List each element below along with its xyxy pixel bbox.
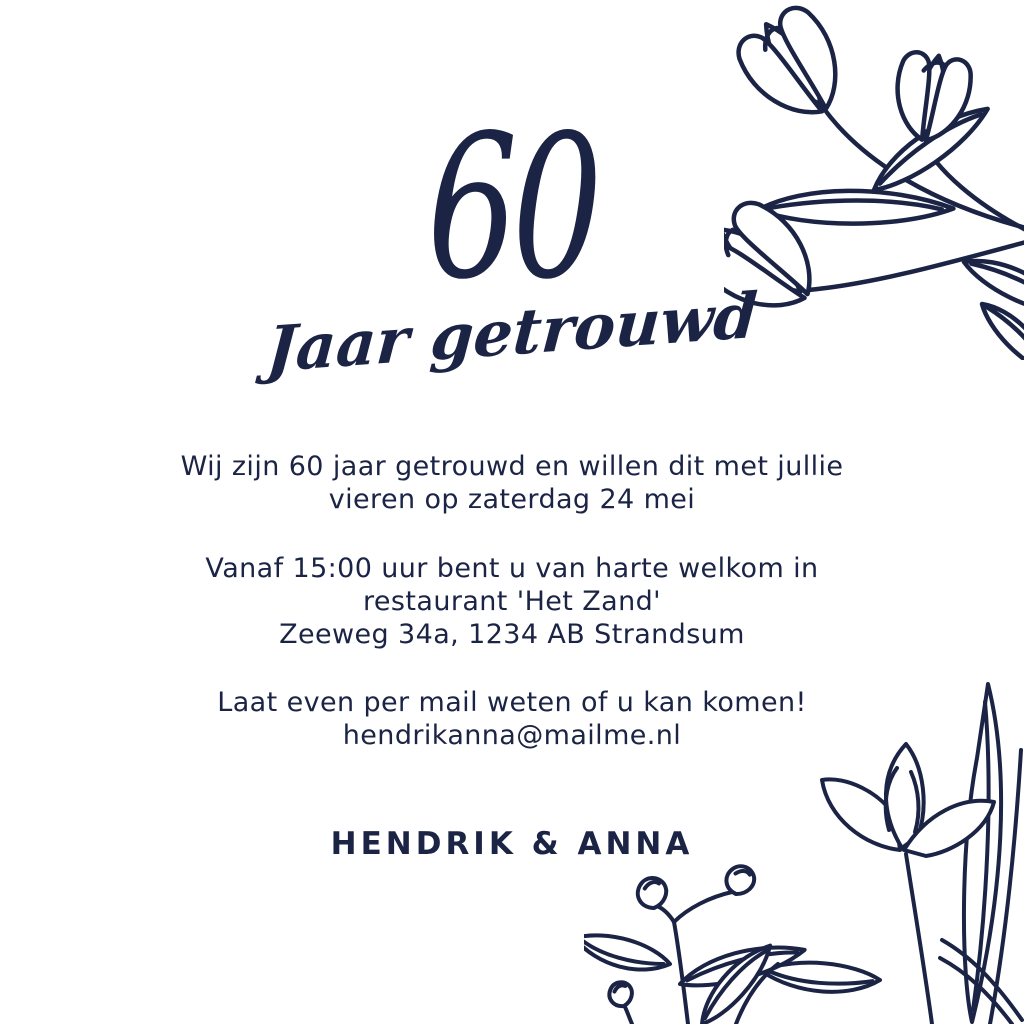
couple-names: HENDRIK & ANNA	[330, 826, 694, 862]
rsvp-line-1: Laat even per mail weten of u kan komen!	[217, 687, 807, 718]
anniversary-number: 60	[427, 92, 597, 323]
intro-line-1: Wij zijn 60 jaar getrouwd en willen dit met jullie	[180, 451, 844, 482]
details-line-2: restaurant 'Het Zand'	[363, 586, 661, 617]
rsvp-email: hendrikanna@mailme.nl	[342, 720, 682, 751]
details-line-3: Zeeweg 34a, 1234 AB Strandsum	[279, 619, 745, 650]
script-title: Jaar getrouwd	[264, 278, 760, 387]
intro-paragraph	[0, 450, 1024, 516]
intro-line-2: vieren op zaterdag 24 mei	[328, 484, 696, 515]
details-line-1: Vanaf 15:00 uur bent u van harte welkom in	[205, 553, 819, 584]
rsvp-paragraph	[0, 686, 1024, 752]
details-paragraph	[0, 552, 1024, 651]
